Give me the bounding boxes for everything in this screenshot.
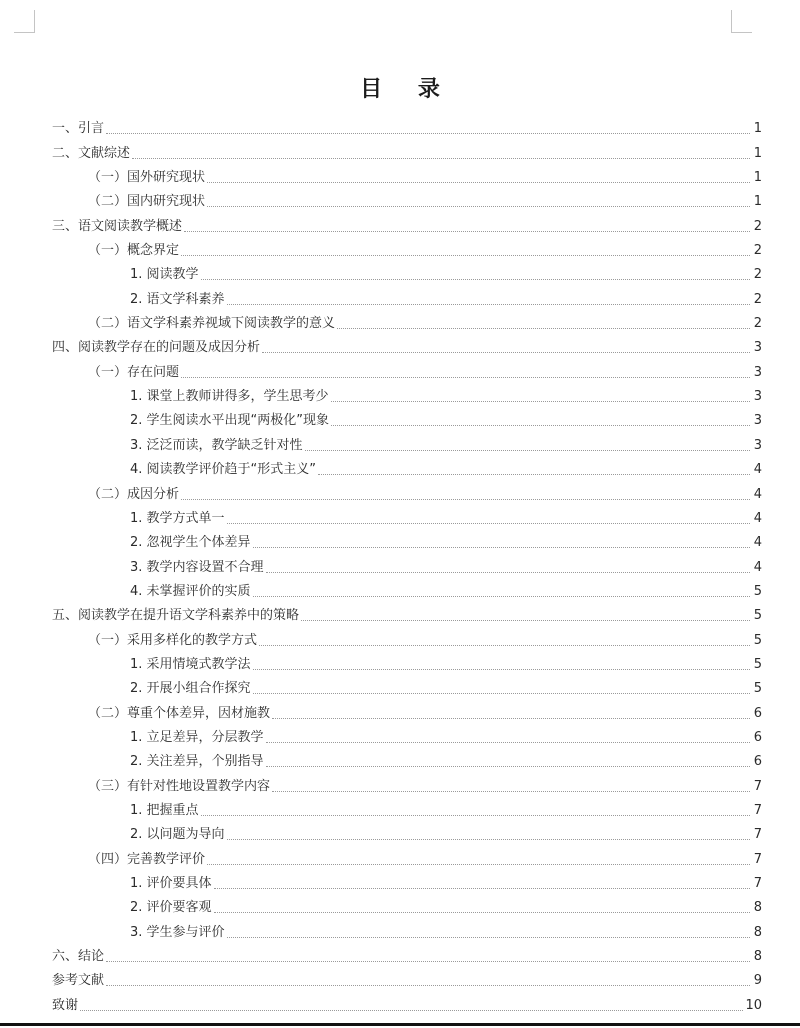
toc-entry[interactable] xyxy=(52,577,762,601)
toc-entry-page-number: 2 xyxy=(753,291,762,307)
toc-entry[interactable] xyxy=(52,211,762,235)
toc-entry-page-number: 5 xyxy=(753,632,762,648)
toc-entry-label: 致谢 xyxy=(52,997,79,1013)
toc-entry-page-number: 6 xyxy=(753,729,762,745)
page-bottom-border xyxy=(0,1023,800,1026)
toc-entry[interactable] xyxy=(52,796,762,820)
toc-dot-leader xyxy=(181,498,750,500)
toc-dot-leader xyxy=(337,327,750,329)
toc-entry-page-number: 4 xyxy=(753,559,762,575)
toc-entry[interactable] xyxy=(52,820,762,844)
toc-entry[interactable] xyxy=(52,747,762,771)
toc-entry[interactable] xyxy=(52,504,762,528)
toc-entry[interactable] xyxy=(52,406,762,430)
toc-entry-page-number: 8 xyxy=(753,924,762,940)
toc-entry-page-number: 4 xyxy=(753,510,762,526)
toc-entry-page-number: 3 xyxy=(753,364,762,380)
toc-entry-label: （一）概念界定 xyxy=(88,243,180,259)
toc-dot-leader xyxy=(214,911,750,913)
toc-entry-page-number: 2 xyxy=(753,218,762,234)
toc-entry-page-number: 7 xyxy=(753,851,762,867)
page-corner-mark-top-right xyxy=(731,10,752,33)
toc-entry-label: （一）存在问题 xyxy=(88,364,180,380)
toc-dot-leader xyxy=(227,936,750,938)
toc-entry-page-number: 10 xyxy=(745,997,762,1013)
toc-dot-leader xyxy=(318,473,750,475)
toc-dot-leader xyxy=(301,619,750,621)
toc-dot-leader xyxy=(253,595,750,597)
toc-entry-page-number: 7 xyxy=(753,778,762,794)
toc-dot-leader xyxy=(266,765,750,767)
toc-entry[interactable] xyxy=(52,187,762,211)
toc-entry[interactable] xyxy=(52,917,762,941)
toc-entry-label: 2. 评价要客观 xyxy=(130,900,212,916)
toc-entry-page-number: 5 xyxy=(753,656,762,672)
toc-entry-page-number: 3 xyxy=(753,437,762,453)
toc-entry-page-number: 1 xyxy=(753,145,762,161)
toc-entry-page-number: 9 xyxy=(753,973,762,989)
toc-dot-leader xyxy=(227,522,750,524)
toc-entry-page-number: 8 xyxy=(753,900,762,916)
toc-dot-leader xyxy=(201,278,750,280)
toc-entry-page-number: 3 xyxy=(753,413,762,429)
page-corner-mark-top-left xyxy=(14,10,35,33)
toc-entry-label: （二）尊重个体差异，因材施教 xyxy=(88,705,271,721)
toc-entry[interactable] xyxy=(52,893,762,917)
toc-entry-page-number: 8 xyxy=(753,949,762,965)
toc-entry-label: 2. 以问题为导向 xyxy=(130,827,225,843)
toc-dot-leader xyxy=(272,717,750,719)
toc-dot-leader xyxy=(227,838,750,840)
toc-entry[interactable] xyxy=(52,479,762,503)
toc-entry-page-number: 5 xyxy=(753,583,762,599)
toc-entry-label: 参考文献 xyxy=(52,973,105,989)
toc-entry[interactable] xyxy=(52,625,762,649)
toc-entry-label: （三）有针对性地设置教学内容 xyxy=(88,778,271,794)
toc-entry-page-number: 6 xyxy=(753,754,762,770)
toc-entry-page-number: 2 xyxy=(753,243,762,259)
toc-entry[interactable] xyxy=(52,333,762,357)
toc-entry-label: 1. 评价要具体 xyxy=(130,876,212,891)
toc-dot-leader xyxy=(331,424,750,426)
toc-entry-page-number: 1 xyxy=(753,170,762,186)
toc-entry-label: 二、文献综述 xyxy=(52,145,131,161)
toc-entry-label: 一、引言 xyxy=(52,121,105,137)
toc-entry[interactable] xyxy=(52,114,762,138)
toc-entry-label: 六、结论 xyxy=(52,949,105,965)
toc-dot-leader xyxy=(106,132,750,134)
toc-entry-page-number: 7 xyxy=(753,876,762,891)
toc-entry-label: 2. 忽视学生个体差异 xyxy=(130,535,251,551)
toc-entry-page-number: 7 xyxy=(753,827,762,843)
toc-dot-leader xyxy=(181,254,750,256)
toc-entry[interactable] xyxy=(52,236,762,260)
toc-dot-leader xyxy=(181,376,750,378)
toc-dot-leader xyxy=(262,351,750,353)
toc-entry-label: 1. 立足差异，分层教学 xyxy=(130,729,264,745)
toc-dot-leader xyxy=(331,400,750,402)
toc-dot-leader xyxy=(253,546,750,548)
toc-entry-label: 1. 阅读教学 xyxy=(130,267,199,283)
page-title: 目 录 xyxy=(360,77,454,102)
toc-entry[interactable] xyxy=(52,601,762,625)
toc-entry[interactable] xyxy=(52,260,762,284)
toc-entry-label: 1. 采用情境式教学法 xyxy=(130,656,251,672)
toc-dot-leader xyxy=(132,157,750,159)
toc-entry-label: 2. 语文学科素养 xyxy=(130,291,225,307)
toc-entry-label: （二）语文学科素养视域下阅读教学的意义 xyxy=(88,316,336,332)
toc-entry-label: （四）完善教学评价 xyxy=(88,851,206,867)
toc-entry-page-number: 5 xyxy=(753,608,762,624)
toc-entry[interactable] xyxy=(52,771,762,795)
toc-entry-page-number: 3 xyxy=(753,340,762,356)
toc-entry[interactable] xyxy=(52,382,762,406)
toc-entry[interactable] xyxy=(52,357,762,381)
toc-entry[interactable] xyxy=(52,869,762,893)
toc-dot-leader xyxy=(305,449,750,451)
toc-entry-label: 1. 课堂上教师讲得多，学生思考少 xyxy=(130,389,329,405)
toc-entry-page-number: 3 xyxy=(753,389,762,405)
toc-dot-leader xyxy=(259,644,750,646)
toc-dot-leader xyxy=(266,571,750,573)
toc-dot-leader xyxy=(207,205,750,207)
toc-entry-page-number: 4 xyxy=(753,535,762,551)
toc-entry-label: 1. 把握重点 xyxy=(130,802,199,818)
toc-entry[interactable] xyxy=(52,723,762,747)
toc-entry-label: 1. 教学方式单一 xyxy=(130,510,225,526)
toc-dot-leader xyxy=(214,887,750,889)
toc-entry[interactable] xyxy=(52,163,762,187)
toc-entry[interactable] xyxy=(52,552,762,576)
toc-entry-label: 2. 开展小组合作探究 xyxy=(130,681,251,697)
table-of-contents xyxy=(52,114,762,1015)
toc-entry[interactable] xyxy=(52,698,762,722)
toc-entry-label: 3. 泛泛而读，教学缺乏针对性 xyxy=(130,437,303,453)
toc-dot-leader xyxy=(207,863,750,865)
toc-entry[interactable] xyxy=(52,430,762,454)
toc-entry[interactable] xyxy=(52,528,762,552)
toc-entry-label: 五、阅读教学在提升语文学科素养中的策略 xyxy=(52,608,300,624)
toc-entry-page-number: 6 xyxy=(753,705,762,721)
toc-entry-label: 4. 阅读教学评价趋于“形式主义” xyxy=(130,462,317,478)
toc-entry-label: （一）采用多样化的教学方式 xyxy=(88,632,258,648)
toc-dot-leader xyxy=(272,790,750,792)
toc-entry-label: 3. 学生参与评价 xyxy=(130,924,225,940)
toc-dot-leader xyxy=(106,960,750,962)
toc-entry-page-number: 5 xyxy=(753,681,762,697)
toc-dot-leader xyxy=(207,181,750,183)
toc-entry[interactable] xyxy=(52,284,762,308)
toc-dot-leader xyxy=(201,814,750,816)
toc-entry-label: 2. 关注差异，个别指导 xyxy=(130,754,264,770)
toc-dot-leader xyxy=(106,984,750,986)
toc-entry-label: 4. 未掌握评价的实质 xyxy=(130,583,251,599)
toc-entry-label: 三、语文阅读教学概述 xyxy=(52,218,183,234)
toc-entry[interactable] xyxy=(52,650,762,674)
toc-dot-leader xyxy=(253,692,750,694)
toc-entry-label: 3. 教学内容设置不合理 xyxy=(130,559,264,575)
toc-entry[interactable] xyxy=(52,942,762,966)
toc-entry-label: 四、阅读教学存在的问题及成因分析 xyxy=(52,340,261,356)
toc-entry-page-number: 1 xyxy=(753,194,762,210)
toc-entry[interactable] xyxy=(52,455,762,479)
toc-entry-page-number: 7 xyxy=(753,802,762,818)
toc-entry-page-number: 4 xyxy=(753,462,762,478)
toc-entry[interactable] xyxy=(52,990,762,1014)
toc-entry-page-number: 4 xyxy=(753,486,762,502)
toc-entry[interactable] xyxy=(52,138,762,162)
toc-dot-leader xyxy=(80,1009,743,1011)
toc-entry[interactable] xyxy=(52,674,762,698)
toc-entry-page-number: 2 xyxy=(753,267,762,283)
toc-entry[interactable] xyxy=(52,309,762,333)
toc-dot-leader xyxy=(227,303,750,305)
toc-entry[interactable] xyxy=(52,966,762,990)
toc-entry-label: （二）国内研究现状 xyxy=(88,194,206,210)
toc-dot-leader xyxy=(253,668,750,670)
toc-entry-page-number: 1 xyxy=(753,121,762,137)
toc-entry-label: （一）国外研究现状 xyxy=(88,170,206,186)
toc-dot-leader xyxy=(184,230,750,232)
toc-entry-label: 2. 学生阅读水平出现“两极化”现象 xyxy=(130,413,330,429)
toc-dot-leader xyxy=(266,741,750,743)
toc-entry-label: （二）成因分析 xyxy=(88,486,180,502)
toc-entry-page-number: 2 xyxy=(753,316,762,332)
toc-entry[interactable] xyxy=(52,844,762,868)
